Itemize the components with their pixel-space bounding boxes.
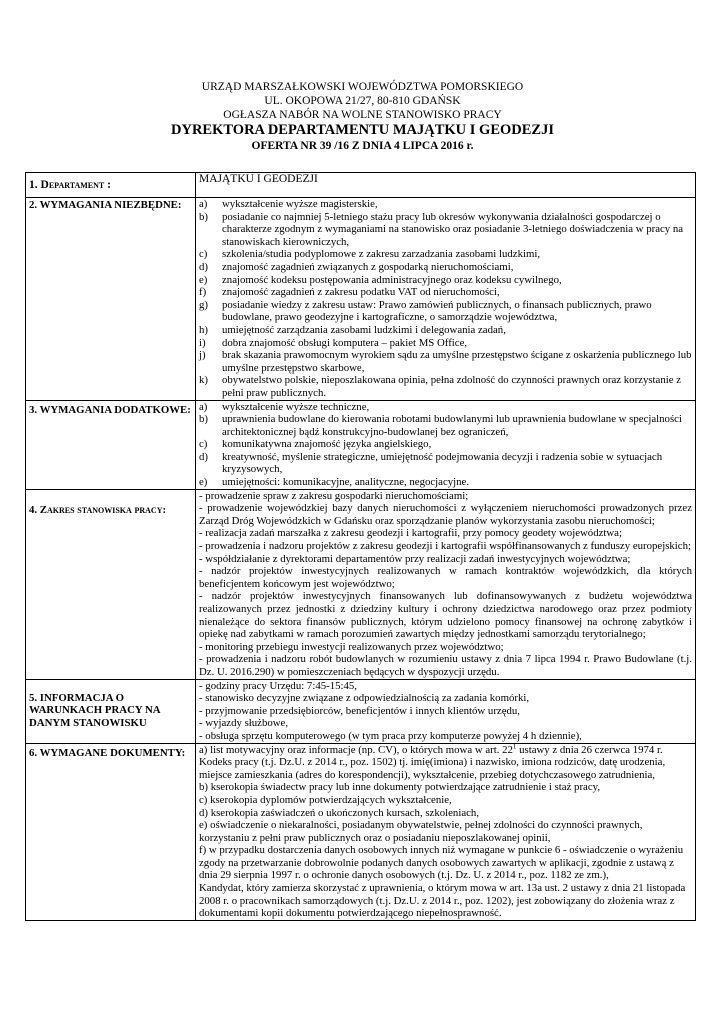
header xyxy=(0,80,725,153)
dokument-item-a xyxy=(199,741,692,782)
list-item xyxy=(199,324,692,337)
zakres-content xyxy=(196,489,696,679)
list-item xyxy=(199,286,692,299)
wymagania-dodatkowe-label: 3. WYMAGANIA DODATKOWE: xyxy=(26,400,196,489)
list-item-text: brak skazania prawomocnym wyrokiem sądu za umyślne przestępstwo ścigane z oskarżenia publicznego lub umyślne przestępstwo skarbowe, xyxy=(222,349,692,374)
list-marker: e) xyxy=(199,476,208,489)
list-item-text: znajomość zagadnień z zakresu podatku VAT od nieruchomości, xyxy=(222,286,500,299)
row-wymagania-dodatkowe xyxy=(26,400,696,489)
list-marker: d) xyxy=(199,450,208,463)
zakres-item: - współdziałanie z dyrektorami departamentów przy realizacji zadań inwestycyjnych województwa; xyxy=(199,552,631,565)
zakres-item: - prowadzenia i nadzoru projektów z zakresu geodezji i kartografii współfinansowanych z funduszy europejskich; xyxy=(199,540,691,553)
wymagania-niezbedne-label: 2. WYMAGANIA NIEZBĘDNE: xyxy=(26,198,196,401)
list-item-text: umiejętności: komunikacyjne, analityczne, negocjacyjne. xyxy=(222,476,470,489)
warunki-content xyxy=(196,679,696,743)
dokumenty-content xyxy=(196,743,696,920)
list-item-text: posiadanie co najmniej 5-letniego stażu pracy lub okresów wykonywania działalności gospodarczej o charakterze zgodnym z wymaganiami na stanowisko oraz posiadanie 3-letniego doświadczenia w pracy na stanowiskach kierowniczych, xyxy=(222,210,684,248)
row-dokumenty xyxy=(26,743,696,920)
row-wymagania-niezbedne xyxy=(26,198,696,401)
dokument-item: c) kserokopia dyplomów potwierdzających wykształcenie, xyxy=(199,793,452,806)
zakres-item: - prowadzenie wojewódzkiej bazy danych nieruchomości z wyłączeniem nieruchomości prowadzonych przez Zarząd Dróg Wojewódzkich w Gdańsku oraz sporządzanie planów wykorzystania zasobu nieruchomości; xyxy=(199,502,692,527)
dokument-a-text: a) list motywacyjny oraz informacje (np. CV), o których mowa w art. 22 xyxy=(199,743,513,756)
list-item xyxy=(199,438,692,451)
dokument-item: f) w przypadku dostarczenia danych osobowych innych niż wymagane w punkcie 6 - oświadczenie o wyrażeniu zgody na przetwarzanie dobrowolnie podanych danych osobowych zawartych w aplikacji, zgodnie z ustawą z dnia 29 sierpnia 1997 r. o ochronie danych osobowych (t.j. Dz. U. z 2014 r., poz. 1182 ze zm.), xyxy=(199,844,684,882)
warunki-item: - przyjmowanie przedsiębiorców, beneficjentów i innych klientów urzędu, xyxy=(199,704,520,717)
list-item xyxy=(199,211,692,249)
list-marker: d) xyxy=(199,260,208,273)
dokumenty-label: 6. WYMAGANE DOKUMENTY: xyxy=(26,743,196,920)
list-item-text: obywatelstwo polskie, nieposzlakowana opinia, pełna zdolność do czynności prawnych oraz korzystanie z pełni praw publicznych. xyxy=(222,374,682,399)
list-item xyxy=(199,476,692,489)
zakres-item: - nadzór projektów inwestycyjnych realizowanych w ramach kontraktów wojewódzkich, dla których beneficjentem końcowym jest województwo; xyxy=(199,565,692,590)
row-departament xyxy=(26,173,696,198)
departament-label xyxy=(26,173,196,198)
dokument-a-sup: 1 xyxy=(512,741,517,750)
offer-number: OFERTA NR 39 /16 Z DNIA 4 LIPCA 2016 r. xyxy=(251,140,474,152)
dokument-item: d) kserokopia zaświadczeń o ukończonych kursach, szkoleniach, xyxy=(199,806,480,819)
list-marker: b) xyxy=(199,210,208,223)
list-marker: c) xyxy=(199,248,208,261)
dokument-item: e) oświadczenie o niekaralności, posiadanym obywatelstwie, pełnej zdolności do czynności prawnych, korzystaniu z pełni praw publicznych oraz o posiadaniu nieposzlakowanej opinii, xyxy=(199,819,643,844)
list-marker: a) xyxy=(199,198,208,210)
list-item-text: kreatywność, myślenie strategiczne, umiejętność podejmowania decyzji i radzenia sobie w sytuacjach kryzysowych, xyxy=(222,450,663,476)
list-marker: a) xyxy=(199,400,208,413)
list-item-text: znajomość kodeksu postępowania administracyjnego oraz kodeksu cywilnego, xyxy=(222,273,562,286)
list-item-text: dobra znajomość obsługi komputera – pakiet MS Office, xyxy=(222,336,468,349)
list-marker: h) xyxy=(199,323,208,336)
zakres-item: - realizacja zadań marszałka z zakresu geodezji i kartografii, przy pomocy geodety województwa; xyxy=(199,527,622,540)
list-item xyxy=(199,248,692,261)
wymagania-niezbedne-content xyxy=(196,198,696,401)
list-item-text: umiejętność zarządzania zasobami ludzkimi i delegowania zadań, xyxy=(222,323,506,336)
warunki-label xyxy=(26,679,196,743)
warunki-item: - stanowisko decyzyjne związane z odpowiedzialnością za zadania komórki, xyxy=(199,692,530,705)
requirements-table xyxy=(25,172,696,921)
list-item xyxy=(199,413,692,438)
position-title: DYREKTORA DEPARTAMENTU MAJĄTKU I GEODEZJI xyxy=(171,122,554,138)
zakres-label-num: 4. Z xyxy=(29,503,47,516)
list-item xyxy=(199,274,692,287)
list-marker: e) xyxy=(199,273,208,286)
list-item xyxy=(199,401,692,414)
list-marker: c) xyxy=(199,438,208,451)
list-item-text: wykształcenie wyższe techniczne, xyxy=(222,400,370,413)
zakres-item: - nadzór projektów inwestycyjnych finansowanych lub dofinansowywanych z budżetu województwa realizowanych przez jednostki z dziedziny kultury i ochrony dziedzictwa narodowego oraz przez podmioty nienależące do sektora finansów publicznych, którym udzielono pomocy finansowej na ochronę zabytków i opiekę nad zabytkami w ramach porozumień zawartych między jednostkami samorządu terytorialnego; xyxy=(199,590,692,641)
list-marker: f) xyxy=(199,286,207,299)
list-item-text: posiadanie wiedzy z zakresu ustaw: Prawo zamówień publicznych, o finansach publicznych, prawo budowlane, prawo geodezyjne i kartograficzne, o samorządzie województwa, xyxy=(222,298,652,324)
header-office: URZĄD MARSZAŁKOWSKI WOJEWÓDZTWA POMORSKIEGO xyxy=(201,81,524,93)
warunki-item: - godziny pracy Urzędu: 7:45-15:45, xyxy=(199,679,358,692)
dokument-a-text-cont: ustawy z dnia 26 czerwca 1974 r. Kodeks pracy (t.j. Dz.U. z 2014 r., poz. 1502) tj. imię(imiona) i nazwisko, imiona rodziców, datę urodzenia, miejsce zamieszkania (adres do korespondencji), wykształcenie, przebieg dotychczasowego zatrudnienia, xyxy=(199,743,666,781)
row-warunki xyxy=(26,679,696,743)
list-item-text: wykształcenie wyższe magisterskie, xyxy=(222,198,378,210)
list-item xyxy=(199,337,692,350)
warunki-label-text: 5. INFORMACJA O WARUNKACH PRACY NA DANYM STANOWISKU xyxy=(29,691,160,729)
row-zakres xyxy=(26,489,696,679)
list-item xyxy=(199,374,692,399)
list-marker: b) xyxy=(199,413,208,426)
departament-label-text: 1. Departament : xyxy=(29,178,111,191)
warunki-item: - obsługa sprzętu komputerowego (w tym praca przy komputerze powyżej 4 h dziennie), xyxy=(199,729,582,742)
list-item-text: uprawnienia budowlane do kierowania robotami budowlanymi lub uprawnienia budowlane w specjalności architektonicznej bądź konstrukcyjno-budowlanej bez ograniczeń, xyxy=(222,413,682,438)
dokumenty-list xyxy=(199,781,692,920)
dokument-item: Kandydat, który zamierza skorzystać z uprawnienia, o którym mowa w art. 13a ust. 2 ustawy z dnia 21 listopada 2008 r. o pracownikach samorządowych (t.j. Dz.U. z 2014 r., poz. 1202), jest zobowiązany do złożenia wraz z dokumentami kopii dokumentu potwierdzającego niepełnosprawność. xyxy=(199,882,686,920)
list-marker: j) xyxy=(199,349,206,362)
header-address: UL. OKOPOWA 21/27, 80-810 GDAŃSK xyxy=(264,95,461,107)
list-item xyxy=(199,451,692,476)
list-marker: g) xyxy=(199,298,208,311)
wymagania-dodatkowe-list xyxy=(199,401,692,489)
warunki-item: - wyjazdy służbowe, xyxy=(199,717,289,730)
departament-value: MAJĄTKU I GEODEZJI xyxy=(196,173,696,198)
wymagania-dodatkowe-content xyxy=(196,400,696,489)
zakres-item: - prowadzenie spraw z zakresu gospodarki nieruchomościami; xyxy=(199,489,469,502)
list-item xyxy=(199,299,692,324)
zakres-item: - prowadzenia i nadzoru robót budowlanych w rozumieniu ustawy z dnia 7 lipca 1994 r. Prawo Budowlane (t.j. Dz. U. 2016.290) w pomieszczeniach będących w dyspozycji urzędu. xyxy=(199,653,692,678)
wymagania-niezbedne-list xyxy=(199,198,692,400)
list-item xyxy=(199,349,692,374)
list-item-text: komunikatywna znajomość języka angielskiego, xyxy=(222,438,432,451)
list-marker: i) xyxy=(199,336,206,349)
zakres-label xyxy=(26,489,196,679)
list-item-text: szkolenia/studia podyplomowe z zakresu zarzadzania zasobami ludzkimi, xyxy=(222,248,541,261)
list-item xyxy=(199,198,692,211)
list-item-text: znajomość zagadnień związanych z gospodarką nieruchomościami, xyxy=(222,260,514,273)
list-marker: k) xyxy=(199,374,208,387)
header-announcement: OGŁASZA NABÓR NA WOLNE STANOWISKO PRACY xyxy=(223,109,502,121)
zakres-label-rest: akres stanowiska pracy: xyxy=(47,503,167,516)
dokument-item: b) kserokopia świadectw pracy lub inne dokumenty potwierdzające zatrudnienie i staż pracy, xyxy=(199,781,601,794)
zakres-item: - monitoring przebiegu inwestycji realizowanych przez województwo; xyxy=(199,640,504,653)
list-item xyxy=(199,261,692,274)
